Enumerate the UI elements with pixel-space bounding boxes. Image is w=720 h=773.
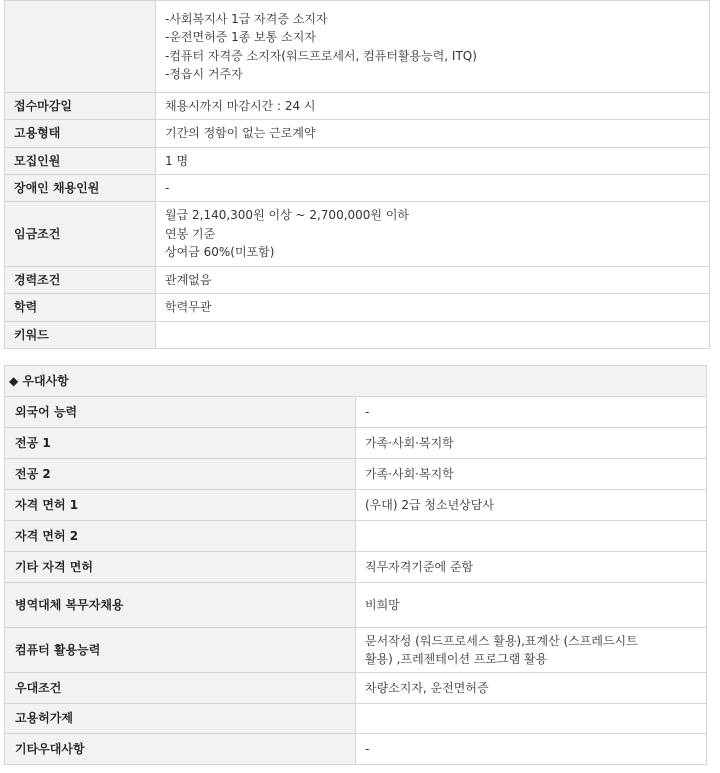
education-label: 학력 [5, 294, 156, 322]
education-value: 학력무관 [156, 294, 710, 322]
pref-value: 문서작성 (워드프로세스 활용),표계산 (스프레드시트 활용) ,프레젠테이션 프로그램 활용 [356, 628, 707, 673]
pref-value: 가족·사회·복지학 [356, 428, 707, 459]
wage-value [156, 202, 710, 267]
preferences-title: ◆ 우대사항 [5, 366, 707, 397]
pref-row [5, 704, 707, 734]
deadline-row [5, 93, 710, 120]
preferences-table [4, 365, 707, 765]
qualification-label-cell [5, 1, 156, 93]
pref-value [356, 704, 707, 734]
wage-line: 연봉 기준 [165, 226, 216, 241]
deadline-label: 접수마감일 [5, 93, 156, 120]
experience-label: 경력조건 [5, 267, 156, 294]
pref-row [5, 583, 707, 628]
job-info-table [4, 0, 710, 349]
qualification-row [5, 1, 710, 93]
pref-label: 자격 면허 1 [5, 490, 356, 521]
pref-value: 직무자격기준에 준함 [356, 552, 707, 583]
pref-label: 병역대체 복무자채용 [5, 583, 356, 628]
wage-line: 상여금 60%(미포함) [165, 245, 275, 260]
pref-row [5, 552, 707, 583]
pref-value [356, 521, 707, 552]
pref-label: 우대조건 [5, 673, 356, 704]
wage-label: 임금조건 [5, 202, 156, 267]
pref-label: 전공 1 [5, 428, 356, 459]
employment-type-row [5, 120, 710, 148]
qualification-value [156, 1, 710, 93]
preferences-header-row [5, 366, 707, 397]
pref-label: 기타 자격 면허 [5, 552, 356, 583]
pref-row [5, 490, 707, 521]
pref-row [5, 397, 707, 428]
pref-label: 자격 면허 2 [5, 521, 356, 552]
pref-label: 컴퓨터 활용능력 [5, 628, 356, 673]
pref-row [5, 428, 707, 459]
qualification-line: -사회복지사 1급 자격증 소지자 [165, 11, 328, 26]
wage-row [5, 202, 710, 267]
experience-value: 관계없음 [156, 267, 710, 294]
keywords-value [156, 322, 710, 349]
qualification-line: -정읍시 거주자 [165, 67, 243, 81]
pref-label: 고용허가제 [5, 704, 356, 734]
wage-line: 월급 2,140,300원 이상 ~ 2,700,000원 이하 [165, 208, 410, 223]
employment-type-value: 기간의 정함이 없는 근로계약 [156, 120, 710, 148]
pref-value: - [356, 734, 707, 765]
qualification-line: -운전면허증 1종 보통 소지자 [165, 30, 316, 44]
disabled-headcount-row [5, 175, 710, 202]
pref-row [5, 673, 707, 704]
pref-row [5, 521, 707, 552]
pref-label: 전공 2 [5, 459, 356, 490]
headcount-row [5, 148, 710, 175]
disabled-headcount-label: 장애인 채용인원 [5, 175, 156, 202]
pref-value: 차량소지자, 운전면허증 [356, 673, 707, 704]
pref-label: 기타우대사항 [5, 734, 356, 765]
pref-value: (우대) 2급 청소년상담사 [356, 490, 707, 521]
deadline-value: 채용시까지 마감시간 : 24 시 [156, 93, 710, 120]
pref-value: 비희망 [356, 583, 707, 628]
keywords-row [5, 322, 710, 349]
pref-label: 외국어 능력 [5, 397, 356, 428]
qualification-line: -컴퓨터 자격증 소지자(워드프로세서, 컴퓨터활용능력, ITQ) [165, 48, 477, 63]
education-row [5, 294, 710, 322]
employment-type-label: 고용형태 [5, 120, 156, 148]
pref-value: - [356, 397, 707, 428]
pref-row [5, 734, 707, 765]
pref-value: 가족·사회·복지학 [356, 459, 707, 490]
experience-row [5, 267, 710, 294]
headcount-label: 모집인원 [5, 148, 156, 175]
keywords-label: 키워드 [5, 322, 156, 349]
pref-row [5, 459, 707, 490]
disabled-headcount-value: - [156, 175, 710, 202]
pref-row [5, 628, 707, 673]
headcount-value: 1 명 [156, 148, 710, 175]
